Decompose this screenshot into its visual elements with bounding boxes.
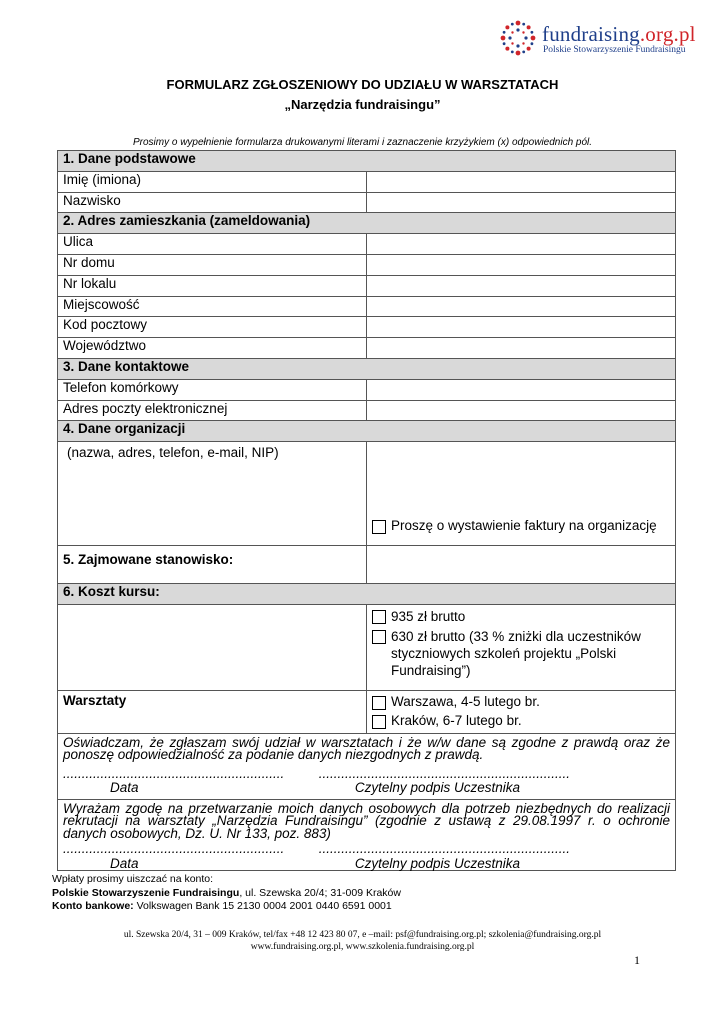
cost-empty-cell — [58, 604, 367, 690]
cost-option-full[interactable]: 935 zł brutto — [372, 605, 670, 625]
invoice-option[interactable]: Proszę o wystawienie faktury na organizację — [372, 515, 670, 534]
form-subtitle: „Narzędzia fundraisingu” — [284, 97, 441, 112]
payment-info — [52, 873, 401, 914]
cost-options — [367, 604, 676, 690]
logo-subtitle: Polskie Stowarzyszenie Fundraisingu — [543, 45, 686, 55]
house-number-input[interactable] — [367, 254, 676, 275]
declaration-text: Oświadczam, że zgłaszam swój udział w warsztatach i że w/w dane są zgodne z prawdą oraz że ponoszę odpowiedzialność za podanie danych niezgodnych z prawdą. — [63, 734, 670, 763]
date-label: Data — [110, 855, 139, 871]
footer — [0, 929, 725, 953]
field-label: Nr domu — [58, 254, 367, 275]
section-header: 6. Koszt kursu: — [58, 584, 676, 605]
date-line[interactable]: ........................................................... — [63, 841, 285, 857]
form-row — [58, 690, 676, 733]
form-row — [58, 171, 676, 192]
form-row — [58, 442, 676, 546]
form-row — [58, 275, 676, 296]
section-header: 4. Dane organizacji — [58, 421, 676, 442]
signature-line[interactable]: ................................................................... — [318, 841, 570, 857]
cost-discount-checkbox[interactable] — [372, 630, 386, 644]
mobile-phone-input[interactable] — [367, 379, 676, 400]
workshops-label: Warsztaty — [58, 690, 367, 733]
footer-address: ul. Szewska 20/4, 31 – 009 Kraków, tel/fax +48 12 423 80 07, e –mail: psf@fundraising.org.pl; szkolenia@fundraising.org.pl — [123, 930, 602, 940]
form-row — [58, 192, 676, 213]
footer-websites: www.fundraising.org.pl, www.szkolenia.fundraising.org.pl — [250, 942, 475, 952]
position-input[interactable] — [367, 546, 676, 584]
province-input[interactable] — [367, 338, 676, 359]
warsaw-checkbox[interactable] — [372, 696, 386, 710]
organization-hint: (nazwa, adres, telefon, e-mail, NIP) — [58, 442, 367, 546]
signature-line[interactable]: ................................................................... — [318, 765, 570, 781]
form-title: FORMULARZ ZGŁOSZENIOWY DO UDZIAŁU W WARSZTATACH — [166, 77, 559, 92]
postal-code-input[interactable] — [367, 317, 676, 338]
form-row — [58, 604, 676, 690]
starburst-logo-icon — [498, 18, 538, 58]
consent-text: Wyrażam zgodę na przetwarzanie moich danych osobowych dla potrzeb niezbędnych do realizacji rekrutacji na warsztaty „Narzędzia Fundraisingu” (zgodnie z ustawą z 29.08.1997 r. o ochronie danych osobowych, Dz. U. Nr 133, poz. 883) — [63, 800, 670, 841]
apartment-number-input[interactable] — [367, 275, 676, 296]
cost-full-checkbox[interactable] — [372, 610, 386, 624]
declaration — [58, 733, 676, 799]
field-label: Imię (imiona) — [58, 171, 367, 192]
application-form — [57, 150, 676, 871]
consent — [58, 799, 676, 871]
form-row — [58, 400, 676, 421]
city-input[interactable] — [367, 296, 676, 317]
workshop-options — [367, 690, 676, 733]
invoice-checkbox[interactable] — [372, 520, 386, 534]
first-name-input[interactable] — [367, 171, 676, 192]
position-label: 5. Zajmowane stanowisko: — [58, 546, 367, 584]
email-input[interactable] — [367, 400, 676, 421]
form-row — [58, 317, 676, 338]
field-label: Nazwisko — [58, 192, 367, 213]
form-row — [58, 234, 676, 255]
consent-row — [58, 799, 676, 871]
field-label: Nr lokalu — [58, 275, 367, 296]
form-row — [58, 546, 676, 584]
date-label: Data — [110, 780, 139, 796]
logo — [498, 18, 708, 58]
field-label: Telefon komórkowy — [58, 379, 367, 400]
payment-intro: Wpłaty prosimy uiszczać na konto: — [52, 873, 214, 885]
declaration-row — [58, 733, 676, 799]
section-header: 2. Adres zamieszkania (zameldowania) — [58, 213, 676, 234]
field-label: Miejscowość — [58, 296, 367, 317]
signature-label: Czytelny podpis Uczestnika — [354, 780, 520, 796]
field-label: Ulica — [58, 234, 367, 255]
section-header: 3. Dane kontaktowe — [58, 358, 676, 379]
form-row — [58, 254, 676, 275]
form-row — [58, 338, 676, 359]
signature-label: Czytelny podpis Uczestnika — [354, 855, 520, 871]
instructions: Prosimy o wypełnienie formularza drukowanymi literami i zaznaczenie krzyżykiem (x) odpowiednich pól. — [132, 137, 593, 148]
form-row — [58, 379, 676, 400]
cost-option-discount[interactable]: 630 zł brutto (33 % zniżki dla uczestników styczniowych szkoleń projektu „Polski Fundraising”) — [372, 625, 670, 679]
payment-bank: Konto bankowe: Volkswagen Bank 15 2130 0004 2001 0440 6591 0001 — [52, 900, 392, 912]
field-label: Kod pocztowy — [58, 317, 367, 338]
field-label: Województwo — [58, 338, 367, 359]
date-line[interactable]: ........................................................... — [63, 765, 285, 781]
workshop-option-warsaw[interactable]: Warszawa, 4-5 lutego br. — [372, 691, 670, 710]
logo-wordmark: fundraising.org.pl — [542, 22, 696, 46]
section-header: 1. Dane podstawowe — [58, 151, 676, 172]
page-number: 1 — [634, 953, 640, 967]
workshop-option-krakow[interactable]: Kraków, 6-7 lutego br. — [372, 710, 670, 729]
payment-recipient: Polskie Stowarzyszenie Fundraisingu, ul. Szewska 20/4; 31-009 Kraków — [52, 886, 401, 899]
krakow-checkbox[interactable] — [372, 715, 386, 729]
field-label: Adres poczty elektronicznej — [58, 400, 367, 421]
last-name-input[interactable] — [367, 192, 676, 213]
form-row — [58, 296, 676, 317]
street-input[interactable] — [367, 234, 676, 255]
organization-details-input[interactable] — [367, 442, 676, 546]
